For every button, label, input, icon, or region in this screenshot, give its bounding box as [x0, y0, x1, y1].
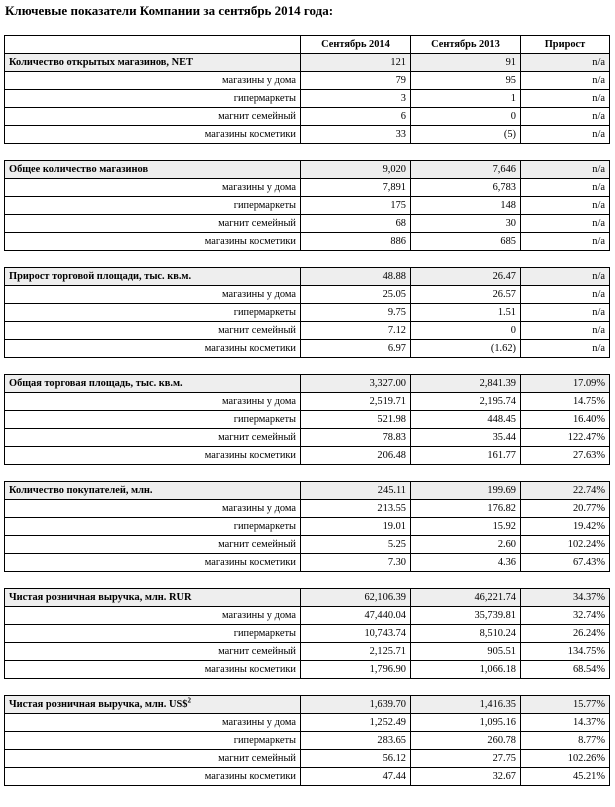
value-cell: 7,891 — [301, 179, 411, 197]
value-cell: (5) — [411, 126, 521, 144]
value-cell: 283.65 — [301, 732, 411, 750]
value-cell: 48.88 — [301, 268, 411, 286]
value-cell: 8,510.24 — [411, 625, 521, 643]
value-cell: 35.44 — [411, 429, 521, 447]
value-cell: 1,066.18 — [411, 661, 521, 679]
value-cell: 1,639.70 — [301, 696, 411, 714]
value-cell: 521.98 — [301, 411, 411, 429]
value-cell: 14.37% — [521, 714, 610, 732]
table-row — [5, 197, 610, 215]
spacer-cell — [5, 679, 610, 696]
table-row — [5, 750, 610, 768]
value-cell: 8.77% — [521, 732, 610, 750]
kpi-table — [4, 35, 610, 786]
value-cell: 206.48 — [301, 447, 411, 465]
value-cell: 15.77% — [521, 696, 610, 714]
table-row — [5, 233, 610, 251]
value-cell: 1 — [411, 90, 521, 108]
section-spacer — [5, 358, 610, 375]
value-cell: 121 — [301, 54, 411, 72]
section-label-text: Количество открытых магазинов, NET — [9, 57, 193, 68]
value-cell: 6,783 — [411, 179, 521, 197]
value-cell: n/a — [521, 108, 610, 126]
row-label: гипермаркеты — [5, 732, 301, 750]
table-row — [5, 215, 610, 233]
row-label: магнит семейный — [5, 108, 301, 126]
value-cell: 0 — [411, 322, 521, 340]
table-row — [5, 554, 610, 572]
row-label: магазины косметики — [5, 340, 301, 358]
row-label: магазины у дома — [5, 286, 301, 304]
table-row — [5, 322, 610, 340]
value-cell: 176.82 — [411, 500, 521, 518]
value-cell: n/a — [521, 233, 610, 251]
spacer-cell — [5, 465, 610, 482]
value-cell: 1.51 — [411, 304, 521, 322]
value-cell: 45.21% — [521, 768, 610, 786]
footnote-marker: 2 — [187, 696, 191, 705]
value-cell: 47,440.04 — [301, 607, 411, 625]
row-label: магнит семейный — [5, 536, 301, 554]
value-cell: 6 — [301, 108, 411, 126]
value-cell: n/a — [521, 179, 610, 197]
value-cell: 27.63% — [521, 447, 610, 465]
table-row — [5, 393, 610, 411]
value-cell: 1,796.90 — [301, 661, 411, 679]
table-row — [5, 607, 610, 625]
value-cell: n/a — [521, 90, 610, 108]
value-cell: 25.05 — [301, 286, 411, 304]
value-cell: 22.74% — [521, 482, 610, 500]
value-cell: 9.75 — [301, 304, 411, 322]
row-label: гипермаркеты — [5, 304, 301, 322]
row-label: магазины косметики — [5, 233, 301, 251]
row-label: магазины косметики — [5, 661, 301, 679]
table-row — [5, 304, 610, 322]
value-cell: 6.97 — [301, 340, 411, 358]
row-label: гипермаркеты — [5, 625, 301, 643]
row-label: магнит семейный — [5, 750, 301, 768]
value-cell: 0 — [411, 108, 521, 126]
value-cell: 1,252.49 — [301, 714, 411, 732]
row-label: магазины косметики — [5, 554, 301, 572]
table-row — [5, 518, 610, 536]
row-label: магнит семейный — [5, 322, 301, 340]
section-label-text: Чистая розничная выручка, млн. US$ — [9, 699, 188, 710]
row-label: магнит семейный — [5, 643, 301, 661]
row-label: магазины у дома — [5, 72, 301, 90]
spacer-cell — [5, 251, 610, 268]
value-cell: 3,327.00 — [301, 375, 411, 393]
value-cell: 199.69 — [411, 482, 521, 500]
table-row — [5, 447, 610, 465]
value-cell: 448.45 — [411, 411, 521, 429]
section-label-text: Общее количество магазинов — [9, 164, 149, 175]
value-cell: 32.67 — [411, 768, 521, 786]
value-cell: 148 — [411, 197, 521, 215]
spacer-cell — [5, 358, 610, 375]
row-label: магазины косметики — [5, 768, 301, 786]
value-cell: 15.92 — [411, 518, 521, 536]
value-cell: 10,743.74 — [301, 625, 411, 643]
table-row — [5, 714, 610, 732]
value-cell: n/a — [521, 161, 610, 179]
table-row — [5, 126, 610, 144]
value-cell: 26.24% — [521, 625, 610, 643]
header-blank-cell — [5, 36, 301, 54]
row-label: магазины косметики — [5, 447, 301, 465]
value-cell: 32.74% — [521, 607, 610, 625]
section-label — [5, 482, 301, 500]
table-row — [5, 732, 610, 750]
value-cell: n/a — [521, 54, 610, 72]
value-cell: 175 — [301, 197, 411, 215]
value-cell: (1.62) — [411, 340, 521, 358]
table-row — [5, 72, 610, 90]
value-cell: 9,020 — [301, 161, 411, 179]
section-spacer — [5, 144, 610, 161]
value-cell: n/a — [521, 215, 610, 233]
table-row — [5, 500, 610, 518]
section-label — [5, 268, 301, 286]
table-row — [5, 179, 610, 197]
section-label-text: Общая торговая площадь, тыс. кв.м. — [9, 378, 183, 389]
value-cell: 30 — [411, 215, 521, 233]
table-row — [5, 625, 610, 643]
section-label-text: Количество покупателей, млн. — [9, 485, 153, 496]
column-header: Сентябрь 2013 — [411, 36, 521, 54]
row-label: магнит семейный — [5, 429, 301, 447]
value-cell: 5.25 — [301, 536, 411, 554]
row-label: магазины у дома — [5, 500, 301, 518]
section-label-text: Чистая розничная выручка, млн. RUR — [9, 592, 192, 603]
value-cell: 68.54% — [521, 661, 610, 679]
value-cell: n/a — [521, 322, 610, 340]
value-cell: 161.77 — [411, 447, 521, 465]
column-header: Сентябрь 2014 — [301, 36, 411, 54]
value-cell: 886 — [301, 233, 411, 251]
value-cell: 91 — [411, 54, 521, 72]
value-cell: n/a — [521, 268, 610, 286]
spacer-cell — [5, 144, 610, 161]
section-spacer — [5, 465, 610, 482]
value-cell: 19.01 — [301, 518, 411, 536]
section-label — [5, 54, 301, 72]
value-cell: 35,739.81 — [411, 607, 521, 625]
value-cell: 7,646 — [411, 161, 521, 179]
value-cell: 260.78 — [411, 732, 521, 750]
value-cell: 2,195.74 — [411, 393, 521, 411]
section-header-row — [5, 482, 610, 500]
value-cell: 3 — [301, 90, 411, 108]
value-cell: 4.36 — [411, 554, 521, 572]
value-cell: 47.44 — [301, 768, 411, 786]
column-header: Прирост — [521, 36, 610, 54]
table-row — [5, 90, 610, 108]
value-cell: 14.75% — [521, 393, 610, 411]
header-row — [5, 36, 610, 54]
value-cell: 16.40% — [521, 411, 610, 429]
section-header-row — [5, 161, 610, 179]
value-cell: 19.42% — [521, 518, 610, 536]
table-row — [5, 108, 610, 126]
value-cell: 2,519.71 — [301, 393, 411, 411]
row-label: магнит семейный — [5, 215, 301, 233]
section-header-row — [5, 268, 610, 286]
table-row — [5, 661, 610, 679]
value-cell: 685 — [411, 233, 521, 251]
section-header-row — [5, 375, 610, 393]
value-cell: 1,095.16 — [411, 714, 521, 732]
value-cell: 56.12 — [301, 750, 411, 768]
section-spacer — [5, 251, 610, 268]
value-cell: 245.11 — [301, 482, 411, 500]
section-header-row — [5, 589, 610, 607]
row-label: гипермаркеты — [5, 411, 301, 429]
value-cell: n/a — [521, 286, 610, 304]
value-cell: 134.75% — [521, 643, 610, 661]
value-cell: 122.47% — [521, 429, 610, 447]
section-label — [5, 589, 301, 607]
page-title: Ключевые показатели Компании за сентябрь 2014 года: — [5, 3, 334, 18]
table-row — [5, 286, 610, 304]
row-label: магазины у дома — [5, 393, 301, 411]
value-cell: 33 — [301, 126, 411, 144]
value-cell: 62,106.39 — [301, 589, 411, 607]
value-cell: 26.57 — [411, 286, 521, 304]
section-label — [5, 161, 301, 179]
table-row — [5, 536, 610, 554]
section-header-row — [5, 696, 610, 714]
value-cell: 78.83 — [301, 429, 411, 447]
value-cell: 67.43% — [521, 554, 610, 572]
table-row — [5, 768, 610, 786]
value-cell: 102.26% — [521, 750, 610, 768]
value-cell: 95 — [411, 72, 521, 90]
table-row — [5, 340, 610, 358]
value-cell: 34.37% — [521, 589, 610, 607]
section-label-text: Прирост торговой площади, тыс. кв.м. — [9, 271, 192, 282]
value-cell: 2,125.71 — [301, 643, 411, 661]
value-cell: 102.24% — [521, 536, 610, 554]
value-cell: n/a — [521, 126, 610, 144]
row-label: гипермаркеты — [5, 90, 301, 108]
section-spacer — [5, 679, 610, 696]
row-label: магазины у дома — [5, 607, 301, 625]
value-cell: 2,841.39 — [411, 375, 521, 393]
value-cell: 7.12 — [301, 322, 411, 340]
section-header-row — [5, 54, 610, 72]
row-label: магазины у дома — [5, 714, 301, 732]
row-label: магазины у дома — [5, 179, 301, 197]
value-cell: 905.51 — [411, 643, 521, 661]
value-cell: n/a — [521, 304, 610, 322]
value-cell: 79 — [301, 72, 411, 90]
value-cell: 26.47 — [411, 268, 521, 286]
value-cell: 20.77% — [521, 500, 610, 518]
table-row — [5, 411, 610, 429]
value-cell: 46,221.74 — [411, 589, 521, 607]
value-cell: 17.09% — [521, 375, 610, 393]
spacer-cell — [5, 572, 610, 589]
section-spacer — [5, 572, 610, 589]
value-cell: n/a — [521, 72, 610, 90]
section-label — [5, 375, 301, 393]
value-cell: 68 — [301, 215, 411, 233]
value-cell: 1,416.35 — [411, 696, 521, 714]
row-label: магазины косметики — [5, 126, 301, 144]
row-label: гипермаркеты — [5, 518, 301, 536]
value-cell: n/a — [521, 340, 610, 358]
table-row — [5, 643, 610, 661]
value-cell: 213.55 — [301, 500, 411, 518]
section-label — [5, 696, 301, 714]
value-cell: 27.75 — [411, 750, 521, 768]
row-label: гипермаркеты — [5, 197, 301, 215]
value-cell: 7.30 — [301, 554, 411, 572]
value-cell: n/a — [521, 197, 610, 215]
table-row — [5, 429, 610, 447]
value-cell: 2.60 — [411, 536, 521, 554]
